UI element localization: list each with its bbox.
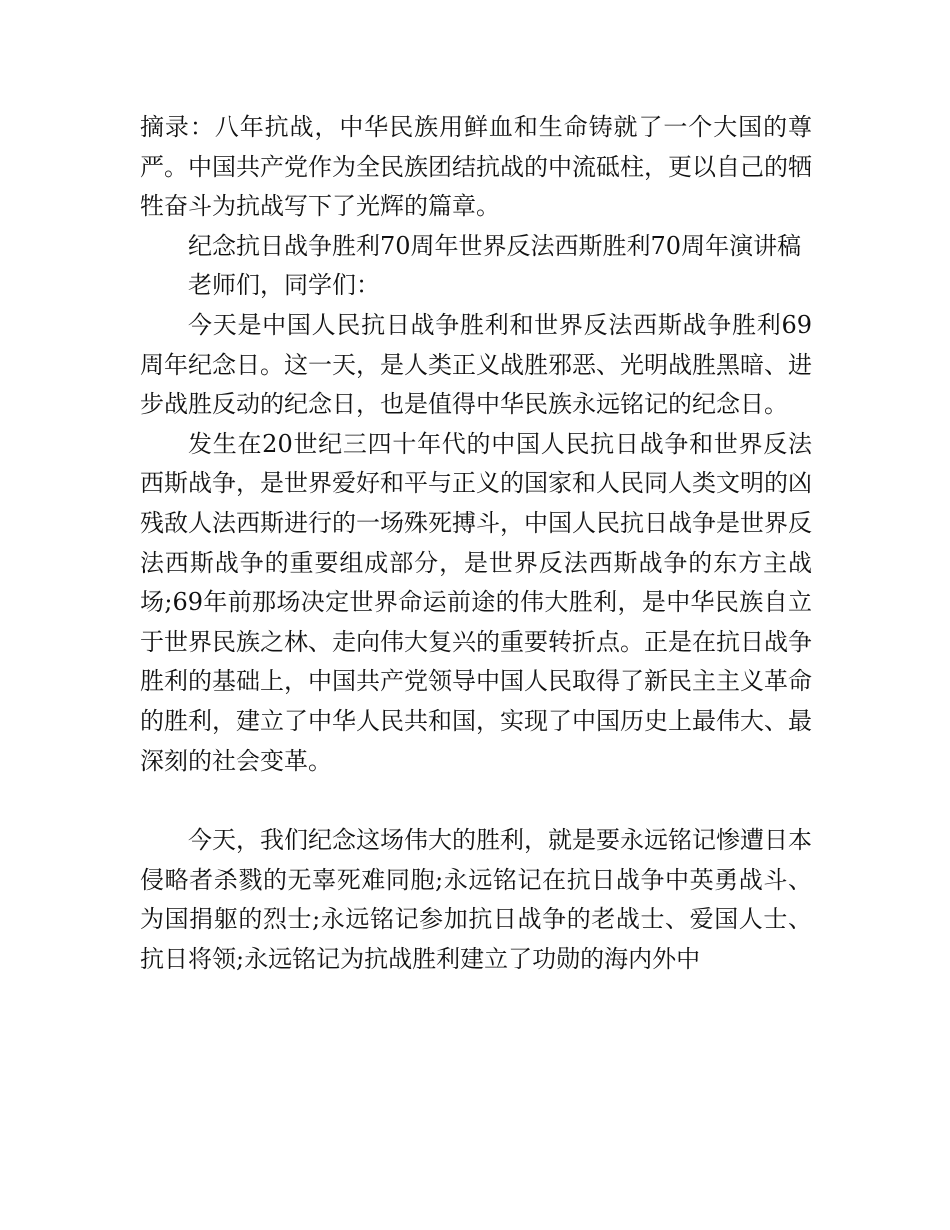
document-body	[140, 108, 812, 979]
body-paragraph-1: 今天是中国人民抗日战争胜利和世界反法西斯战争胜利69周年纪念日。这一天，是人类正义战胜邪恶、光明战胜黑暗、进步战胜反动的纪念日，也是值得中华民族永远铭记的纪念日。	[140, 310, 812, 419]
body-paragraph-3: 今天，我们纪念这场伟大的胜利，就是要永远铭记惨遭日本侵略者杀戮的无辜死难同胞;永远铭记在抗日战争中英勇战斗、为国捐躯的烈士;永远铭记参加抗日战争的老战士、爱国人士、抗日将领;永远铭记为抗战胜利建立了功勋的海内外中	[140, 826, 812, 973]
speech-title: 纪念抗日战争胜利70周年世界反法西斯胜利70周年演讲稿	[188, 231, 802, 260]
paragraph-spacer	[140, 781, 812, 821]
abstract-paragraph: 摘录：八年抗战，中华民族用鲜血和生命铸就了一个大国的尊严。中国共产党作为全民族团结抗战的中流砥柱，更以自己的牺牲奋斗为抗战写下了光辉的篇章。	[140, 113, 812, 221]
body-paragraph-2: 发生在20世纪三四十年代的中国人民抗日战争和世界反法西斯战争，是世界爱好和平与正义的国家和人民同人类文明的凶残敌人法西斯进行的一场殊死搏斗，中国人民抗日战争是世界反法西斯战争的重要组成部分，是世界反法西斯战争的东方主战场;69年前那场决定世界命运前途的伟大胜利，是中华民族自立于世界民族之林、走向伟大复兴的重要转折点。正是在抗日战争胜利的基础上，中国共产党领导中国人民取得了新民主主义革命的胜利，建立了中华人民共和国，实现了中国历史上最伟大、最深刻的社会变革。	[140, 429, 812, 775]
salutation: 老师们，同学们：	[188, 271, 380, 300]
